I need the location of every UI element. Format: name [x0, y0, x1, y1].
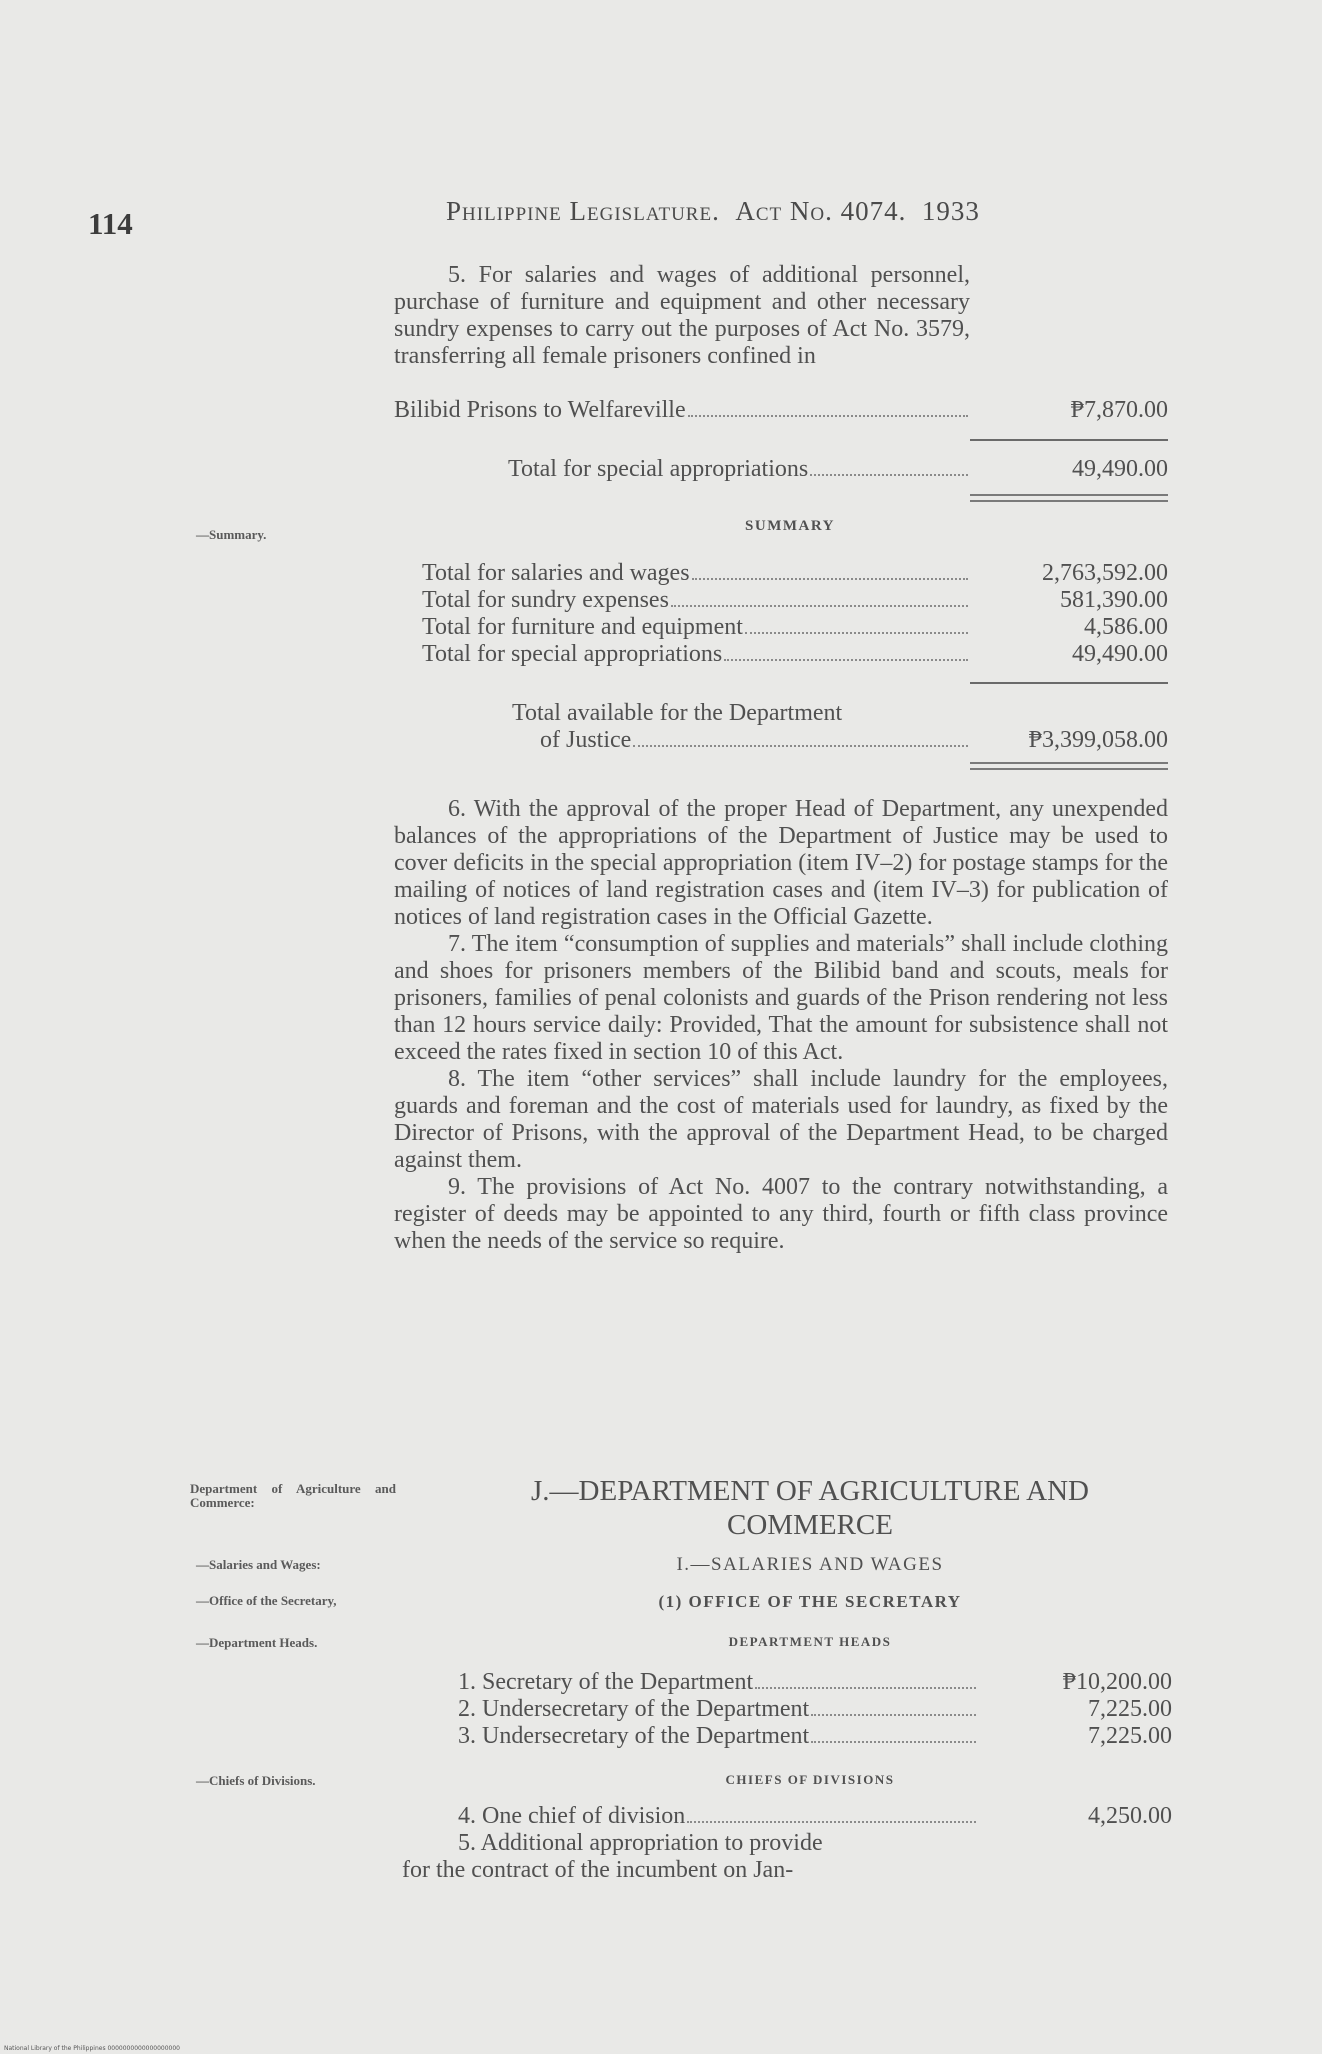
- summary-row: [422, 641, 970, 668]
- head-row: [458, 1696, 978, 1723]
- item-5-amount: ₱7,870.00: [1070, 397, 1168, 423]
- item-5-additional-line-2: for the contract of the incumbent on Jan-: [402, 1857, 794, 1883]
- summary-row-label: Total for salaries and wages: [422, 560, 690, 586]
- running-head-act: Act No. 4074.: [735, 196, 907, 226]
- margin-note-summary: —Summary.: [196, 527, 267, 542]
- section-title-line-2: COMMERCE: [727, 1509, 893, 1541]
- provisions-block: [394, 796, 1168, 1255]
- dot-leader: [633, 745, 968, 747]
- head-row-amount: 7,225.00: [1088, 1723, 1172, 1749]
- summary-total-line-1: Total available for the Department: [512, 700, 843, 726]
- subheading-office: (1) OFFICE OF THE SECRETARY: [658, 1592, 962, 1611]
- summary-row-label: Total for special appropriations: [422, 641, 723, 667]
- double-rule: [970, 762, 1168, 770]
- summary-row-label: Total for sundry expenses: [422, 587, 669, 613]
- summary-row-amount: 49,490.00: [1072, 641, 1168, 667]
- margin-note-department: Department of Agriculture and Commerce:: [190, 1481, 396, 1510]
- running-head-title: Philippine Legislature.: [446, 196, 720, 226]
- dot-leader: [811, 1714, 976, 1716]
- subheading-salaries: I.—SALARIES AND WAGES: [676, 1554, 944, 1575]
- summary-row-amount: 4,586.00: [1084, 614, 1168, 640]
- summary-row: [422, 560, 970, 587]
- summary-row-amount: 581,390.00: [1060, 587, 1168, 613]
- summary-row: [422, 614, 970, 641]
- dot-leader: [811, 1741, 976, 1743]
- summary-heading: SUMMARY: [745, 518, 835, 534]
- head-row: [458, 1723, 978, 1750]
- paragraph: 6. With the approval of the proper Head of Department, any unexpended balances of the appropriations of the Department of Justice may be used to cover deficits in the special appropriation (item IV–2) for postage stamps for the mailing of notices of land registration cases and (item IV–3) for publication of notices of land registration cases in the Official Gazette.: [394, 796, 1168, 930]
- paragraph: 8. The item “other services” shall include laundry for the employees, guards and foreman and the cost of materials used for laundry, as fixed by the Director of Prisons, with the approval of the Department Head, to be charged against them.: [394, 1066, 1168, 1173]
- item-5-additional-line-1: 5. Additional appropriation to provide: [458, 1830, 823, 1856]
- page-number: 114: [88, 206, 133, 241]
- dot-leader: [688, 415, 968, 417]
- head-row-label: 2. Undersecretary of the Department: [458, 1696, 810, 1722]
- dot-leader: [810, 474, 968, 476]
- margin-note-heads: —Department Heads.: [196, 1635, 318, 1650]
- item-5-last-line-text: Bilibid Prisons to Welfareville: [394, 397, 686, 423]
- paragraph: 7. The item “consumption of supplies and materials” shall include clothing and shoes for prisoners members of the Bilibid band and scouts, meals for prisoners, families of penal colonists and guards of the Prison rendering not less than 12 hours service daily: Provided, That the amount for subsistence shall not exceed the rates fixed in section 10 of this Act.: [394, 931, 1168, 1065]
- scan-footer: National Library of the Philippines 0000000000000000000: [4, 2045, 181, 2052]
- dot-leader: [687, 1821, 976, 1823]
- item-5-text: 5. For salaries and wages of additional personnel, purchase of furniture and equipment and other necessary sundry expenses to carry out the purposes of Act No. 3579, transferring all female prisoners confined in: [394, 262, 970, 369]
- total-special-amount: 49,490.00: [1072, 456, 1168, 482]
- total-special-line: [508, 456, 970, 483]
- dot-leader: [745, 632, 968, 634]
- summary-row-label: Total for furniture and equipment: [422, 614, 743, 640]
- head-row-label: 3. Undersecretary of the Department: [458, 1723, 810, 1749]
- head-row-amount: ₱10,200.00: [1062, 1669, 1172, 1695]
- double-rule: [970, 494, 1168, 502]
- running-head-year: 1933: [921, 196, 980, 226]
- dot-leader: [692, 578, 968, 580]
- item-5-last-line: [394, 397, 970, 424]
- rule: [970, 439, 1168, 441]
- summary-row: [422, 587, 970, 614]
- dot-leader: [724, 659, 968, 661]
- running-head: [446, 196, 980, 227]
- subheading-dept-heads: DEPARTMENT HEADS: [728, 1634, 892, 1649]
- section-title-line-1: J.—DEPARTMENT OF AGRICULTURE AND: [531, 1475, 1089, 1507]
- summary-total-label: of Justice: [540, 727, 632, 753]
- dot-leader: [671, 605, 968, 607]
- summary-total-amount: ₱3,399,058.00: [1028, 727, 1168, 753]
- head-row-amount: 7,225.00: [1088, 1696, 1172, 1722]
- margin-note-office: —Office of the Secretary,: [196, 1593, 337, 1608]
- subheading-chiefs: CHIEFS OF DIVISIONS: [725, 1772, 895, 1787]
- chief-row-label: 4. One chief of division: [458, 1803, 686, 1829]
- dot-leader: [755, 1687, 976, 1689]
- margin-note-salaries: —Salaries and Wages:: [196, 1557, 321, 1572]
- chief-row: [458, 1803, 978, 1830]
- total-special-label: Total for special appropriations: [508, 456, 809, 482]
- head-row: [458, 1669, 978, 1696]
- rule: [970, 682, 1168, 684]
- head-row-label: 1. Secretary of the Department: [458, 1669, 754, 1695]
- paragraph: 9. The provisions of Act No. 4007 to the contrary notwithstanding, a register of deeds may be appointed to any third, fourth or fifth class province when the needs of the service so require.: [394, 1174, 1168, 1254]
- summary-row-amount: 2,763,592.00: [1042, 560, 1168, 586]
- summary-total-line-2: [540, 727, 970, 754]
- margin-note-chiefs: —Chiefs of Divisions.: [196, 1773, 316, 1788]
- chief-row-amount: 4,250.00: [1088, 1803, 1172, 1829]
